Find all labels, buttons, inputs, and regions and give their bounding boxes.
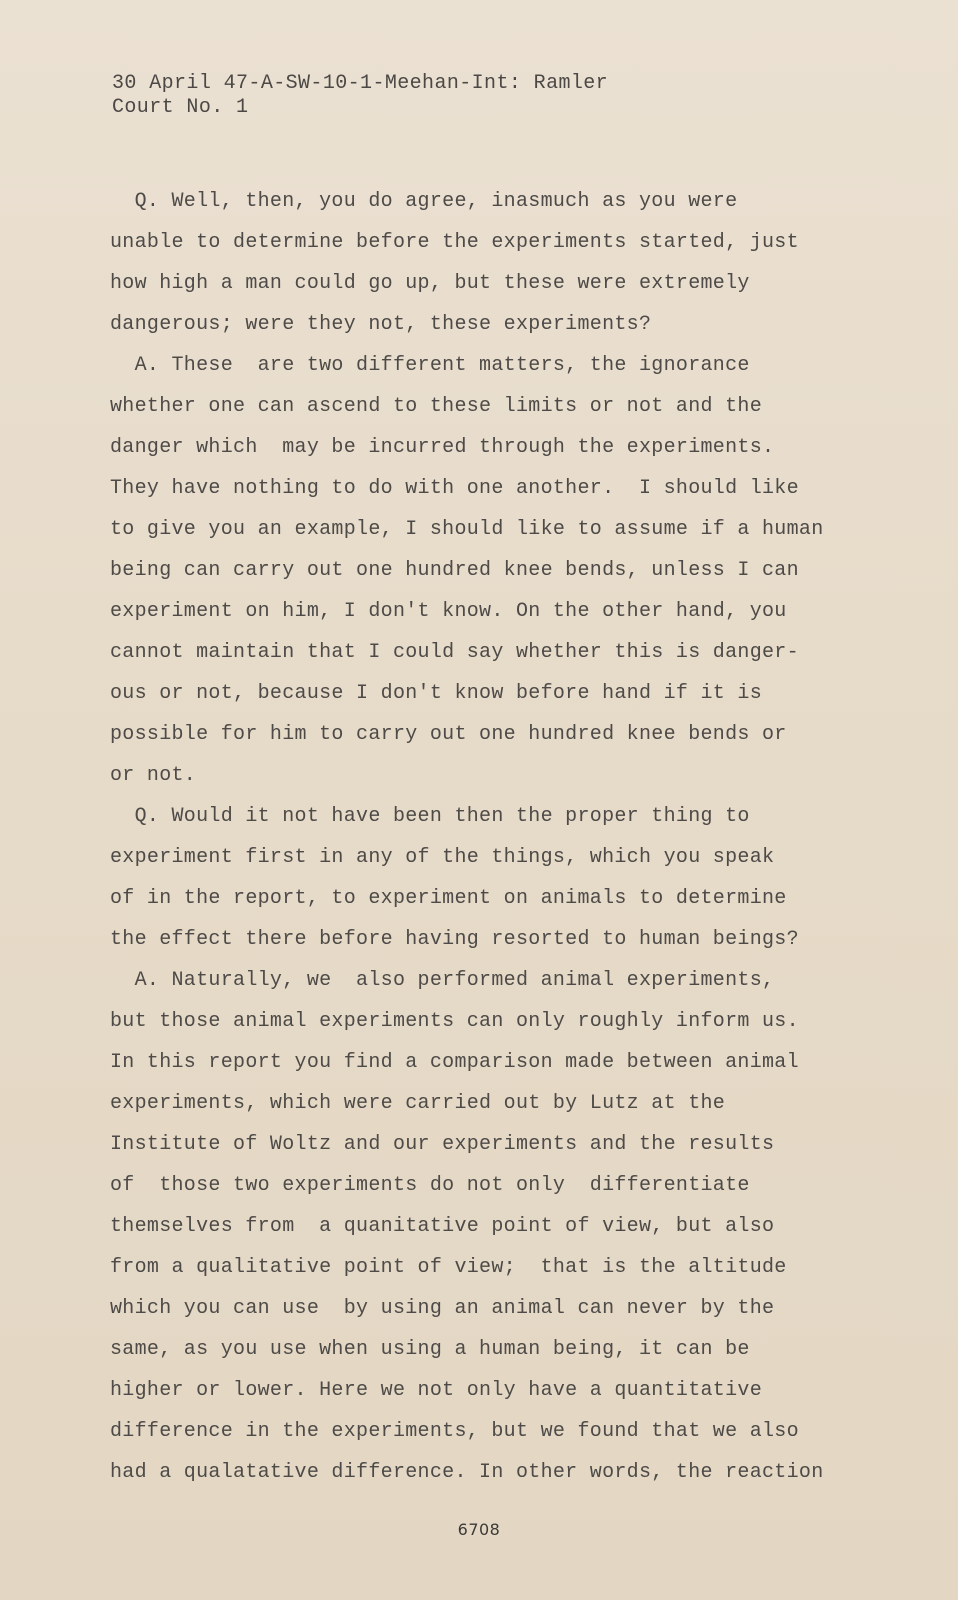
transcript-line: dangerous; were they not, these experiments? <box>110 313 652 336</box>
header-case-line: 30 April 47-A-SW-10-1-Meehan-Int: Ramler <box>112 72 609 95</box>
transcript-line: the effect there before having resorted to human beings? <box>110 928 799 951</box>
transcript-line: or not. <box>110 764 197 787</box>
transcript-line: higher or lower. Here we not only have a quantitative <box>110 1379 763 1402</box>
transcript-line: cannot maintain that I could say whether this is danger- <box>110 641 799 664</box>
transcript-line: Q. Would it not have been then the proper thing to <box>110 805 750 828</box>
transcript-line: to give you an example, I should like to assume if a human <box>110 518 824 541</box>
transcript-line: themselves from a quanitative point of view, but also <box>110 1215 775 1238</box>
transcript-line: which you can use by using an animal can never by the <box>110 1297 775 1320</box>
transcript-line: ous or not, because I don't know before hand if it is <box>110 682 763 705</box>
transcript-line: A. These are two different matters, the ignorance <box>110 354 750 377</box>
transcript-line: from a qualitative point of view; that is the altitude <box>110 1256 787 1279</box>
transcript-line: Institute of Woltz and our experiments and the results <box>110 1133 775 1156</box>
transcript-line: experiment first in any of the things, which you speak <box>110 846 775 869</box>
transcript-line: Q. Well, then, you do agree, inasmuch as you were <box>110 190 738 213</box>
transcript-line: unable to determine before the experiments started, just <box>110 231 799 254</box>
transcript-line: but those animal experiments can only roughly inform us. <box>110 1010 799 1033</box>
transcript-line: being can carry out one hundred knee bends, unless I can <box>110 559 799 582</box>
transcript-line: experiments, which were carried out by Lutz at the <box>110 1092 726 1115</box>
transcript-line: A. Naturally, we also performed animal experiments, <box>110 969 775 992</box>
document-header <box>112 72 608 120</box>
page-number: 6708 <box>457 1520 501 1539</box>
transcript-line: whether one can ascend to these limits or not and the <box>110 395 763 418</box>
transcript-line: how high a man could go up, but these were extremely <box>110 272 750 295</box>
transcript-line: danger which may be incurred through the experiments. <box>110 436 775 459</box>
transcript-line: same, as you use when using a human being, it can be <box>110 1338 750 1361</box>
transcript-line: of those two experiments do not only differentiate <box>110 1174 750 1197</box>
transcript-line: difference in the experiments, but we found that we also <box>110 1420 799 1443</box>
transcript-line: possible for him to carry out one hundred knee bends or <box>110 723 787 746</box>
transcript-line: experiment on him, I don't know. On the other hand, you <box>110 600 787 623</box>
transcript-line: In this report you find a comparison made between animal <box>110 1051 799 1074</box>
header-court-line: Court No. 1 <box>112 96 249 119</box>
transcript-line: had a qualatative difference. In other words, the reaction <box>110 1461 824 1484</box>
transcript-line: They have nothing to do with one another. I should like <box>110 477 799 500</box>
transcript-line: of in the report, to experiment on animals to determine <box>110 887 787 910</box>
